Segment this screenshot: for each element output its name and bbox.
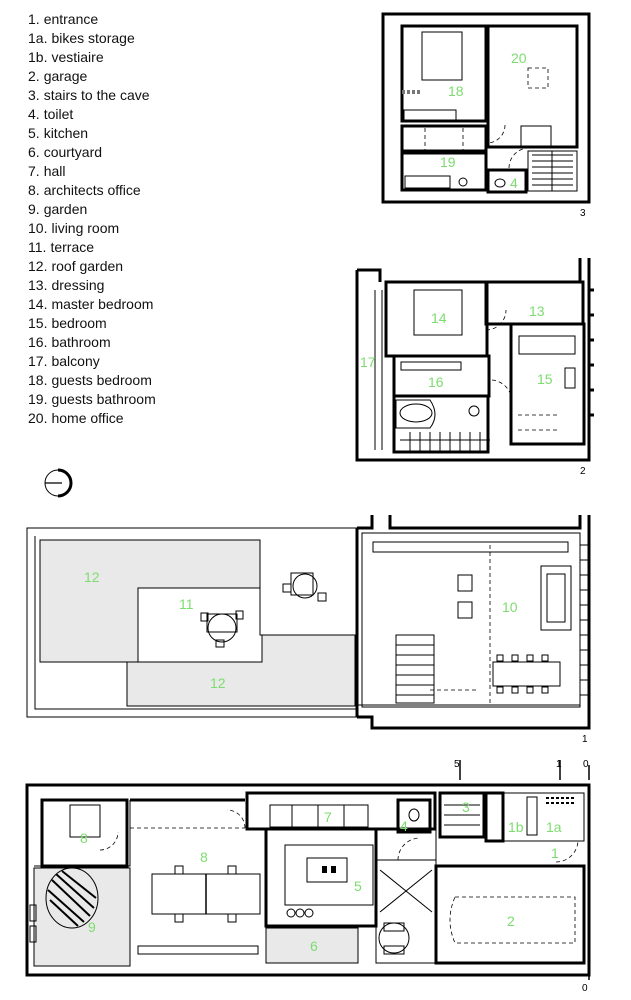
room-number-3: 3	[462, 799, 470, 815]
legend-item: 17. balcony	[28, 353, 100, 369]
room-number-17: 17	[360, 354, 376, 370]
legend-item: 1b. vestiaire	[28, 49, 104, 65]
legend-item: 11. terrace	[28, 239, 95, 255]
legend-item: 18. guests bedroom	[28, 372, 152, 388]
legend-item: 2. garage	[28, 68, 88, 84]
legend-item: 3. stairs to the cave	[28, 87, 150, 103]
legend-item: 15. bedroom	[28, 315, 107, 331]
legend-item: 1. entrance	[28, 11, 99, 27]
north-arrow-icon	[45, 470, 71, 496]
legend-item: 13. dressing	[28, 277, 105, 293]
room-number-1b: 1b	[508, 819, 524, 835]
room-number-2: 2	[507, 913, 515, 929]
room-number-11: 11	[179, 596, 194, 612]
section-mark-0: 0	[583, 759, 589, 770]
plan-level-0	[27, 759, 589, 994]
legend-item: 9. garden	[28, 201, 88, 217]
legend-item: 1a. bikes storage	[28, 30, 135, 46]
room-number-20: 20	[511, 50, 527, 66]
room-number-13: 13	[529, 303, 545, 319]
plan-level-3	[383, 14, 589, 219]
room-number-9: 9	[88, 919, 96, 935]
room-number-8-b: 8	[200, 849, 208, 865]
legend-item: 16. bathroom	[28, 334, 111, 350]
legend-item: 7. hall	[28, 163, 66, 179]
legend-item: 20. home office	[28, 410, 124, 426]
room-number-1: 1	[551, 845, 559, 861]
legend-item: 19. guests bathroom	[28, 391, 156, 407]
plan-level-2	[357, 258, 594, 477]
legend-item: 8. architects office	[28, 182, 141, 198]
room-number-6: 6	[310, 938, 318, 954]
room-number-4: 4	[400, 818, 408, 834]
room-number-19: 19	[440, 154, 456, 170]
plan-level-1	[27, 515, 589, 745]
level-0-label: 0	[582, 983, 588, 994]
room-number-1a: 1a	[546, 819, 562, 835]
section-mark-5: 5	[454, 759, 460, 770]
room-number-18: 18	[448, 83, 464, 99]
room-number-12-b: 12	[210, 675, 226, 691]
room-number-16: 16	[428, 374, 444, 390]
legend-item: 10. living room	[28, 220, 120, 236]
room-number-8-a: 8	[80, 830, 88, 846]
room-number-10: 10	[502, 599, 518, 615]
level-2-label: 2	[580, 466, 586, 477]
room-number-4-top: 4	[510, 175, 518, 191]
legend-item: 14. master bedroom	[28, 296, 154, 312]
room-number-14: 14	[431, 310, 447, 326]
room-number-7: 7	[324, 809, 332, 825]
section-mark-1: 1	[556, 759, 562, 770]
room-number-5: 5	[354, 878, 362, 894]
room-number-15: 15	[537, 371, 553, 387]
legend-item: 4. toilet	[28, 106, 74, 122]
room-number-12-a: 12	[84, 569, 100, 585]
legend-item: 5. kitchen	[28, 125, 89, 141]
legend-item: 12. roof garden	[28, 258, 124, 274]
legend-item: 6. courtyard	[28, 144, 103, 160]
level-3-label: 3	[580, 208, 586, 219]
level-1-label: 1	[582, 734, 588, 745]
